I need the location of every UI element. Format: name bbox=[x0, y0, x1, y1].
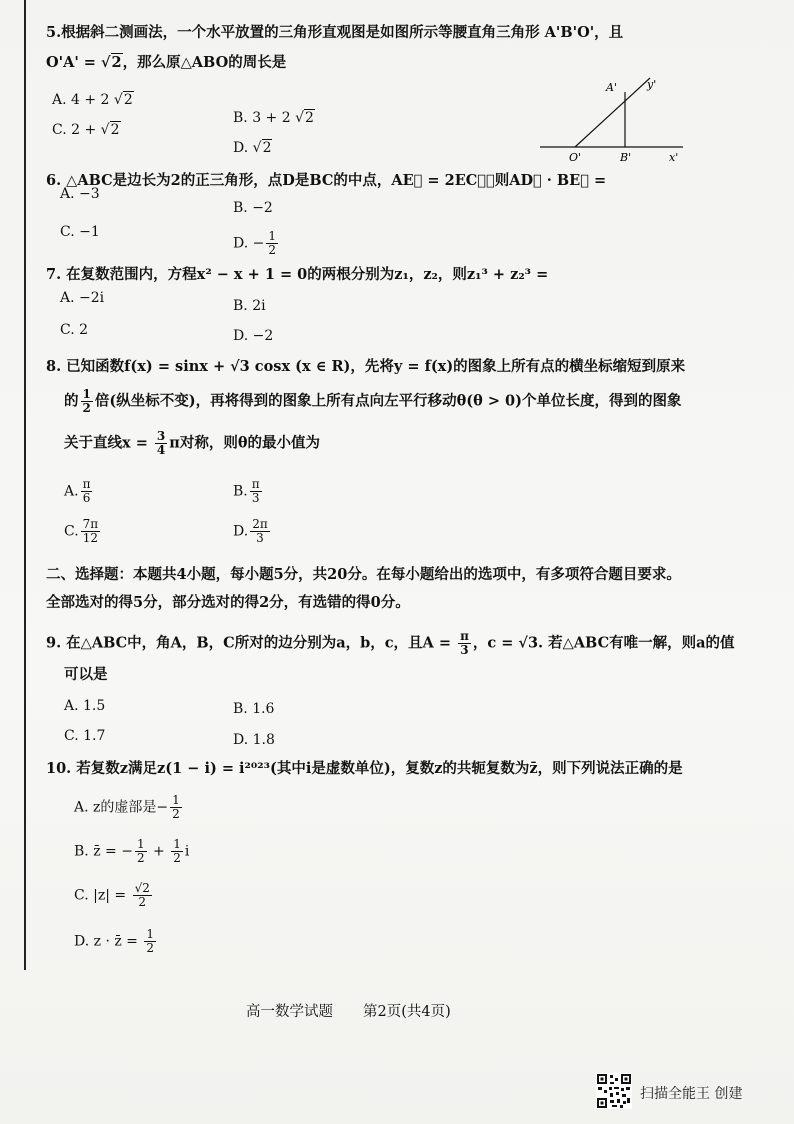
q9-option-d: D. 1.8 bbox=[233, 732, 275, 748]
q10-stem: 10. 若复数z满足z(1 − i) = i²⁰²³(其中i是虚数单位)，复数z的共轭复数为z̄，则下列说法正确的是 bbox=[46, 760, 683, 777]
label-y: y' bbox=[647, 78, 657, 91]
q7-option-b: B. 2i bbox=[233, 298, 266, 314]
label-x: x' bbox=[669, 151, 679, 164]
footer-page: 第2页(共4页) bbox=[363, 1004, 451, 1020]
footer-subject: 高一数学试题 bbox=[246, 1004, 333, 1020]
q6-option-c: C. −1 bbox=[60, 224, 100, 240]
q10-option-b: B. z̄ = − $\frac{1}{2}$ + $\frac{1}{2}$ i bbox=[74, 837, 190, 865]
q5-figure bbox=[535, 72, 685, 164]
q5-option-b: B. 3 + 2 √2 bbox=[233, 110, 314, 126]
q10-option-a: A. z的虚部是− $\frac{1}{2}$ bbox=[74, 793, 180, 821]
q9-stem: 9. 在△ABC中，角A，B，C所对的边分别为a，b，c，且A = $\frac{\pi}{3}$ ，c = √3. 若△ABC有唯一解，则a的值 bbox=[46, 629, 735, 657]
q8-option-c: C. $\frac{7\pi}{12}$ bbox=[64, 517, 99, 545]
q5-option-a: A. 4 + 2 √2 bbox=[52, 92, 133, 108]
section2-line1: 二、选择题：本题共4小题，每小题5分，共20分。在每小题给出的选项中，有多项符合题目要求。 bbox=[46, 566, 681, 583]
section2-line2: 全部选对的得5分，部分选对的得2分，有选错的得0分。 bbox=[46, 594, 410, 611]
binding-margin-line bbox=[24, 0, 26, 970]
q6-option-a: A. −3 bbox=[60, 186, 100, 202]
q9-option-b: B. 1.6 bbox=[233, 701, 275, 717]
q5-option-d: D. √2 bbox=[233, 140, 272, 156]
q6-stem: 6. △ABC是边长为2的正三角形，点D是BC的中点，AE⃗ = 2EC⃗，则AD⃗ · BE⃗ = bbox=[46, 172, 607, 189]
label-b: B' bbox=[620, 151, 632, 164]
q6-option-b: B. −2 bbox=[233, 200, 273, 216]
q9-option-c: C. 1.7 bbox=[64, 728, 106, 744]
qr-code-icon bbox=[596, 1073, 632, 1109]
q7-option-a: A. −2i bbox=[60, 290, 105, 306]
q8-line1: 8. 已知函数f(x) = sinx + √3 cosx (x ∈ R)，先将y = f(x)的图象上所有点的横坐标缩短到原来 bbox=[46, 358, 686, 375]
q10-option-c: C. |z| = $\frac{√2}{2}$ bbox=[74, 881, 150, 909]
q8-option-a: A. $\frac{\pi}{6}$ bbox=[64, 477, 91, 505]
q8-line2: 的 $\frac{1}{2}$ 倍(纵坐标不变)，再将得到的图象上所有点向左平行移动θ(θ > 0)个单位长度，得到的图象 bbox=[64, 387, 682, 415]
q6-option-d: D. − $\frac{1}{2}$ bbox=[233, 229, 276, 257]
scanner-watermark: 扫描全能王 创建 bbox=[640, 1086, 743, 1102]
label-o: O' bbox=[569, 151, 582, 164]
q5-option-c: C. 2 + √2 bbox=[52, 122, 120, 138]
q8-line3: 关于直线x = $\frac{3}{4}$ π对称，则θ的最小值为 bbox=[64, 429, 321, 457]
q9-stem-line2: 可以是 bbox=[64, 666, 108, 683]
q8-option-d: D. $\frac{2\pi}{3}$ bbox=[233, 517, 268, 545]
q7-stem: 7. 在复数范围内，方程x² − x + 1 = 0的两根分别为z₁，z₂，则z₁³ + z₂³ = bbox=[46, 266, 549, 283]
q7-option-d: D. −2 bbox=[233, 328, 274, 344]
q10-option-d: D. z · z̄ = $\frac{1}{2}$ bbox=[74, 927, 154, 955]
q9-option-a: A. 1.5 bbox=[64, 698, 106, 714]
label-a: A' bbox=[606, 81, 617, 94]
page-footer bbox=[246, 1000, 481, 1021]
q5-line2: O'A' = √2，那么原△ABO的周长是 bbox=[46, 54, 287, 71]
q7-option-c: C. 2 bbox=[60, 322, 89, 338]
q8-option-b: B. $\frac{\pi}{3}$ bbox=[233, 477, 260, 505]
q5-line1: 5.根据斜二测画法，一个水平放置的三角形直观图是如图所示等腰直角三角形 A'B'O'，且 bbox=[46, 24, 624, 41]
